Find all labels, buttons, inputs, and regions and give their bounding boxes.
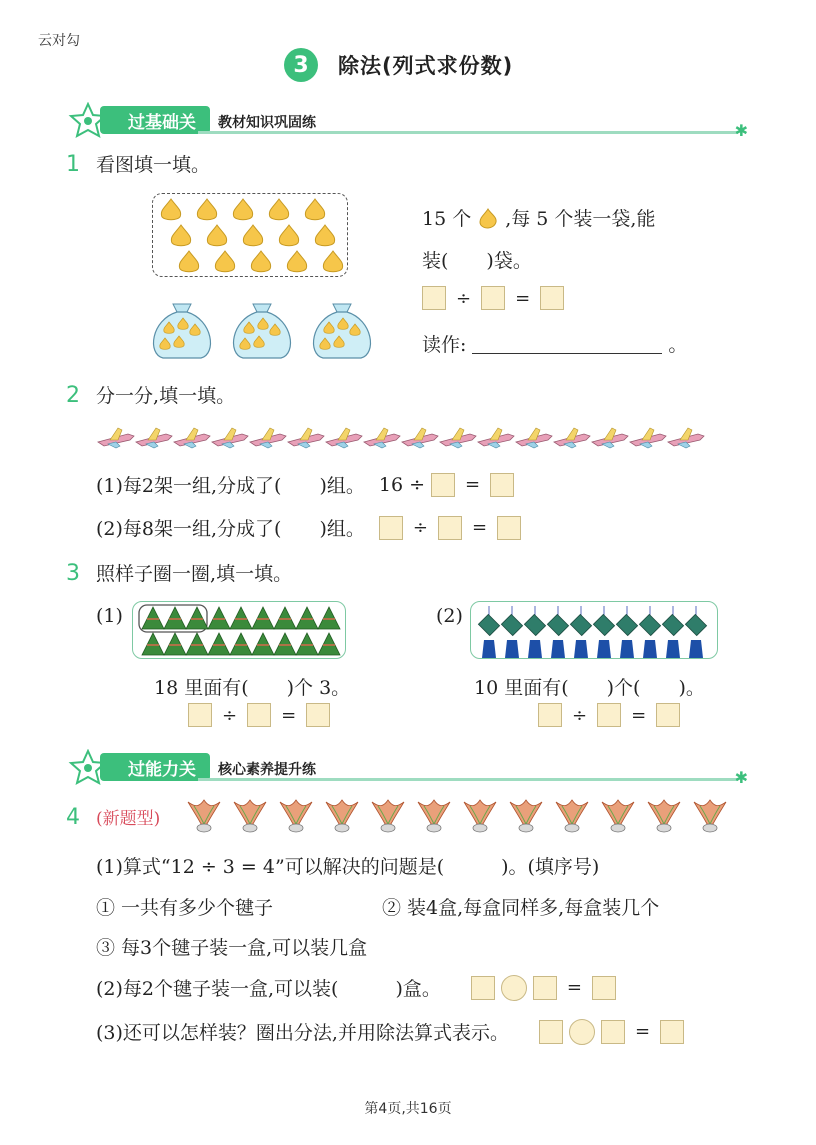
section-header-basic [68, 102, 748, 138]
answer-box[interactable] [592, 976, 616, 1000]
airplane-icon [212, 428, 248, 448]
sachet-icon [685, 606, 706, 658]
shuttlecock-icons [182, 796, 742, 838]
divide-sign: ÷ [412, 517, 428, 538]
sachet-icon [593, 606, 614, 658]
fruit-grid [153, 194, 349, 278]
answer-box[interactable] [497, 516, 521, 540]
section-badge: 过基础关 [100, 106, 210, 134]
fruit-group-frame [152, 193, 348, 277]
answer-box[interactable] [539, 1020, 563, 1044]
question-4-header [66, 804, 160, 830]
answer-box[interactable] [656, 703, 680, 727]
divide-sign: ÷ [572, 704, 588, 726]
shuttlecock-icon [556, 800, 588, 832]
section-divider [198, 778, 738, 781]
fruit-icon [287, 251, 306, 272]
fruit-icon [197, 199, 216, 220]
zongzi-icon [274, 633, 296, 655]
sachet-icon [662, 606, 683, 658]
answer-box[interactable] [660, 1020, 684, 1044]
q3-part1-label: (1) [96, 605, 123, 627]
shuttlecock-icon [694, 800, 726, 832]
lesson-title: 除法(列式求份数) [338, 54, 514, 78]
sachet-icon [478, 606, 499, 658]
page-footer: 第4页,共16页 [364, 1101, 452, 1117]
small-star-icon: ✱ [734, 768, 748, 787]
read-answer-line[interactable] [472, 334, 662, 354]
question-3-header [66, 559, 292, 586]
q1-equation [422, 286, 564, 310]
lesson-number-badge: 3 [284, 48, 318, 82]
answer-box[interactable] [379, 516, 403, 540]
q1-count-text: 15 个 [422, 208, 472, 230]
zongzi-icon [230, 633, 252, 655]
equals-sign: = [471, 517, 488, 538]
answer-box[interactable] [533, 976, 557, 1000]
zongzi-icon [186, 633, 208, 655]
question-2-header [66, 381, 235, 408]
q1-rule-text: ,每 5 个装一袋,能 [505, 208, 656, 230]
fruit-icon [171, 225, 190, 246]
airplane-icon [478, 428, 514, 448]
q4-sub-3 [96, 1018, 684, 1045]
fruit-icon [179, 251, 198, 272]
fruit-icon [251, 251, 270, 272]
zongzi-icon [186, 607, 208, 629]
bag-icon [314, 304, 371, 358]
shuttlecock-icon [648, 800, 680, 832]
shuttlecock-icon [372, 800, 404, 832]
fruit-icon [269, 199, 288, 220]
airplane-icon [364, 428, 400, 448]
question-number: 4 [66, 805, 80, 830]
bags-illustration [145, 298, 425, 362]
q2-sub-2 [96, 514, 521, 541]
sachet-icon [616, 606, 637, 658]
operator-circle[interactable] [569, 1019, 595, 1045]
sachet-frame [470, 601, 718, 659]
answer-box[interactable] [422, 286, 446, 310]
sachet-icon [639, 606, 660, 658]
equals-sign: = [634, 1021, 651, 1042]
airplane-icon [516, 428, 552, 448]
new-type-tag: (新题型) [96, 809, 161, 829]
q2-sub2-text: (2)每8架一组,分成了( )组。 [96, 518, 365, 540]
q2-sub-1 [96, 471, 514, 498]
answer-box[interactable] [490, 473, 514, 497]
zongzi-icon [252, 607, 274, 629]
shuttlecock-icon [326, 800, 358, 832]
answer-box[interactable] [471, 976, 495, 1000]
airplane-icon [174, 428, 210, 448]
divide-sign: ÷ [222, 704, 238, 726]
answer-box[interactable] [431, 473, 455, 497]
answer-box[interactable] [247, 703, 271, 727]
zongzi-icon [164, 633, 186, 655]
answer-box[interactable] [601, 1020, 625, 1044]
airplane-icon [326, 428, 362, 448]
zongzi-icon [142, 607, 164, 629]
shuttlecock-icon [510, 800, 542, 832]
operator-circle[interactable] [501, 975, 527, 1001]
airplane-icons [96, 424, 716, 450]
q4-sub3-text: (3)还可以怎样装？圈出分法,并用除法算式表示。 [96, 1022, 509, 1044]
shuttlecock-icon [188, 800, 220, 832]
q4-sub-1: (1)算式“12 ÷ 3 = 4”可以解决的问题是( )。(填序号) [96, 856, 600, 878]
page-title [284, 48, 513, 82]
shuttlecock-icon [464, 800, 496, 832]
airplane-icon [630, 428, 666, 448]
read-end: 。 [668, 334, 688, 356]
q3-part2-text: 10 里面有( )个( )。 [474, 677, 705, 699]
equals-sign: = [465, 474, 481, 495]
q3-part1-text: 18 里面有( )个 3。 [154, 677, 351, 699]
divide-sign: ÷ [456, 287, 472, 309]
shuttlecock-icon [602, 800, 634, 832]
zongzi-icon [252, 633, 274, 655]
q4-option-3: ③ 每3个毽子装一盒,可以装几盒 [96, 937, 368, 959]
sachet-icons [471, 602, 719, 660]
shuttlecock-row [182, 796, 742, 838]
shuttlecock-icon [234, 800, 266, 832]
shuttlecock-icon [280, 800, 312, 832]
question-number: 2 [66, 383, 80, 408]
brand-label: 云对勾 [38, 33, 80, 49]
fruit-icon [243, 225, 262, 246]
bag-icons [145, 298, 425, 362]
sachet-icon [570, 606, 591, 658]
zongzi-icon [318, 607, 340, 629]
zongzi-icon [274, 607, 296, 629]
zongzi-icon [208, 607, 230, 629]
q4-sub2-text: (2)每2个毽子装一盒,可以装( )盒。 [96, 978, 441, 1000]
q1-line-1 [422, 204, 655, 231]
airplane-icon [136, 428, 172, 448]
answer-box[interactable] [438, 516, 462, 540]
sachet-icon [524, 606, 545, 658]
airplane-icon [554, 428, 590, 448]
airplane-icon [98, 428, 134, 448]
fruit-icon [279, 225, 298, 246]
read-label: 读作: [422, 334, 467, 356]
small-star-icon: ✱ [734, 121, 748, 140]
q4-option-1: ① 一共有多少个毽子 [96, 897, 274, 919]
fruit-icon [215, 251, 234, 272]
sachet-icon [501, 606, 522, 658]
q2-sub1-text: (1)每2架一组,分成了( )组。 [96, 475, 365, 497]
equals-sign: = [281, 704, 297, 726]
airplane-icon [440, 428, 476, 448]
q3-part1-equation [188, 703, 330, 727]
question-number: 1 [66, 152, 80, 177]
question-1-header [66, 150, 210, 177]
answer-box[interactable] [540, 286, 564, 310]
section-header-ability [68, 749, 748, 785]
bag-icon [234, 304, 291, 358]
q1-line-2: 装( )袋。 [422, 250, 532, 272]
answer-box[interactable] [538, 703, 562, 727]
zongzi-icon [230, 607, 252, 629]
q3-part2-equation [538, 703, 680, 727]
q3-part2-label: (2) [436, 605, 463, 627]
section-divider [198, 131, 738, 134]
equals-sign: = [566, 977, 582, 998]
section-subtitle: 教材知识巩固练 [218, 115, 316, 131]
fruit-icon [477, 207, 499, 229]
question-prompt: 分一分,填一填。 [96, 385, 236, 407]
zongzi-icon [164, 607, 186, 629]
answer-box[interactable] [481, 286, 505, 310]
airplanes-row [96, 424, 716, 450]
fruit-icon [305, 199, 324, 220]
fruit-icon [315, 225, 334, 246]
shuttlecock-icon [418, 800, 450, 832]
q1-read-row [422, 330, 687, 357]
sachet-icon [547, 606, 568, 658]
question-prompt: 照样子圈一圈,填一填。 [96, 563, 293, 585]
question-prompt: 看图填一填。 [96, 154, 211, 176]
section-subtitle: 核心素养提升练 [218, 762, 316, 778]
zongzi-icon [296, 633, 318, 655]
q2-sub1-num: 16 ÷ [378, 473, 426, 496]
answer-box[interactable] [597, 703, 621, 727]
zongzi-icon [318, 633, 340, 655]
q4-sub-2 [96, 974, 616, 1001]
airplane-icon [668, 428, 704, 448]
airplane-icon [250, 428, 286, 448]
fruit-icon [161, 199, 180, 220]
airplane-icon [402, 428, 438, 448]
bag-icon [154, 304, 211, 358]
q4-option-2: ② 装4盒,每盒同样多,每盒装几个 [382, 897, 660, 919]
answer-box[interactable] [188, 703, 212, 727]
question-number: 3 [66, 561, 80, 586]
equals-sign: = [631, 704, 647, 726]
zongzi-icon [142, 633, 164, 655]
fruit-icon [233, 199, 252, 220]
zongzi-icons [133, 602, 347, 660]
zongzi-icon [296, 607, 318, 629]
section-badge: 过能力关 [100, 753, 210, 781]
fruit-icon [323, 251, 342, 272]
zongzi-icon [208, 633, 230, 655]
airplane-icon [288, 428, 324, 448]
answer-box[interactable] [306, 703, 330, 727]
equals-sign: = [515, 287, 531, 309]
airplane-icon [592, 428, 628, 448]
fruit-icon [207, 225, 226, 246]
zongzi-frame [132, 601, 346, 659]
